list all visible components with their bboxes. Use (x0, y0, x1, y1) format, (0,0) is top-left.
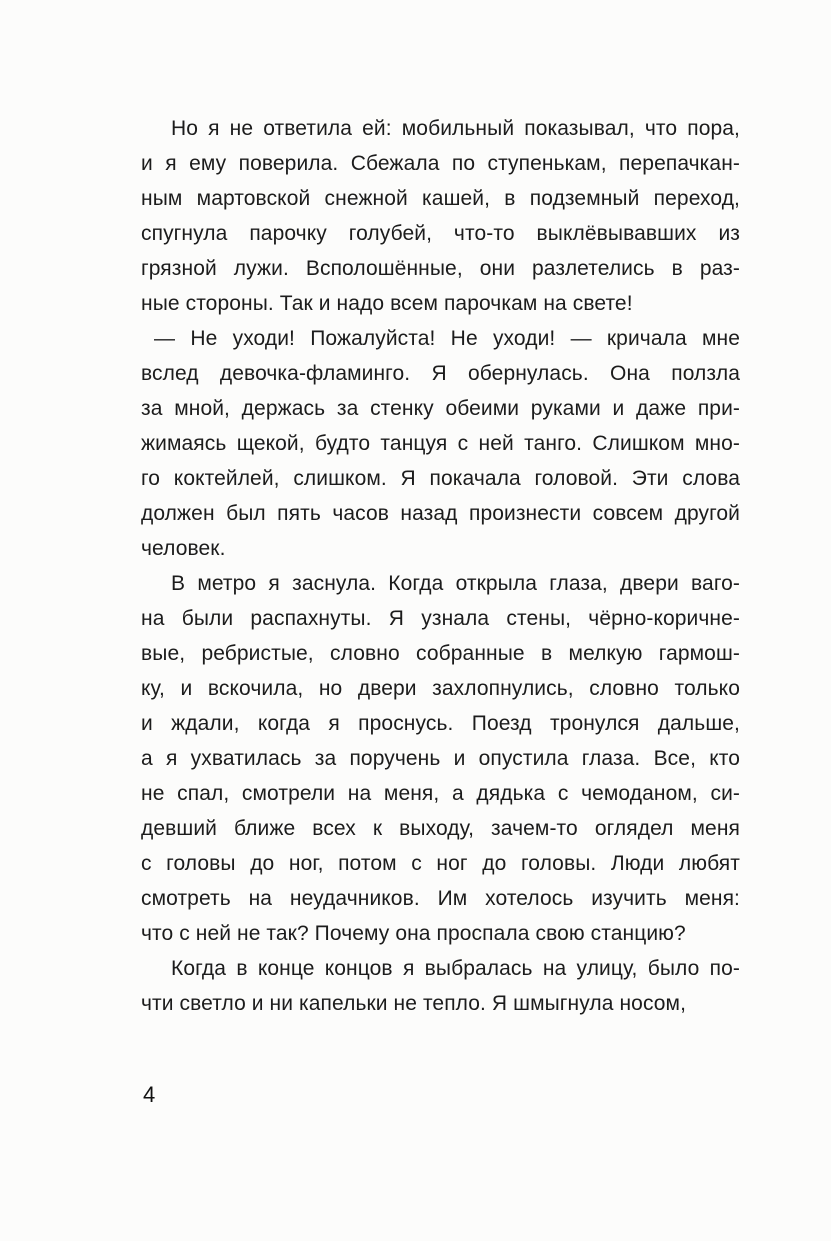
text-line: а я ухватилась за поручень и опустила глаза. Все, кто (141, 747, 740, 770)
text-line: жимаясь щекой, будто танцуя с ней танго. Слишком мно- (141, 432, 740, 455)
text-line: вые, ребристые, словно собранные в мелкую гармош- (141, 642, 740, 665)
text-line: и ждали, когда я проснусь. Поезд тронулся дальше, (141, 712, 740, 735)
text-line: Когда в конце концов я выбралась на улицу, было по- (171, 957, 740, 980)
text-line: Но я не ответила ей: мобильный показывал, что пора, (171, 117, 740, 140)
text-line: не спал, смотрели на меня, а дядька с чемоданом, си- (141, 782, 740, 805)
paragraph (141, 566, 740, 951)
text-line: человек. (141, 537, 226, 560)
text-line: должен был пять часов назад произнести совсем другой (141, 502, 740, 525)
paragraph (141, 951, 740, 1021)
text-line: девший ближе всех к выходу, зачем-то оглядел меня (141, 817, 740, 840)
text-line: с головы до ног, потом с ног до головы. Люди любят (141, 852, 740, 875)
text-line: что с ней не так? Почему она проспала свою станцию? (141, 922, 686, 945)
text-line: го коктейлей, слишком. Я покачала головой. Эти слова (141, 467, 740, 490)
text-line: спугнула парочку голубей, что-то выклёвывавших из (141, 222, 740, 245)
text-block (141, 111, 740, 1021)
text-line: на были распахнуты. Я узнала стены, чёрно-коричне- (141, 607, 740, 630)
text-line: ные стороны. Так и надо всем парочкам на свете! (141, 292, 633, 315)
text-line: грязной лужи. Всполошённые, они разлетелись в раз- (141, 257, 740, 280)
text-line: ным мартовской снежной кашей, в подземный переход, (141, 187, 740, 210)
paragraph (141, 321, 740, 566)
text-line: ку, и вскочила, но двери захлопнулись, словно только (141, 677, 740, 700)
text-line: за мной, держась за стенку обеими руками и даже при- (141, 397, 740, 420)
text-line: чти светло и ни капельки не тепло. Я шмыгнула носом, (141, 992, 687, 1015)
text-line: смотреть на неудачников. Им хотелось изучить меня: (141, 887, 740, 910)
text-line: и я ему поверила. Сбежала по ступенькам, перепачкан- (141, 152, 740, 175)
text-line: В метро я заснула. Когда открыла глаза, двери ваго- (171, 572, 740, 595)
paragraph (141, 111, 740, 321)
page-number: 4 (143, 1082, 156, 1107)
text-line: вслед девочка-фламинго. Я обернулась. Она ползла (141, 362, 740, 385)
text-line: — Не уходи! Пожалуйста! Не уходи! — кричала мне (154, 327, 740, 350)
